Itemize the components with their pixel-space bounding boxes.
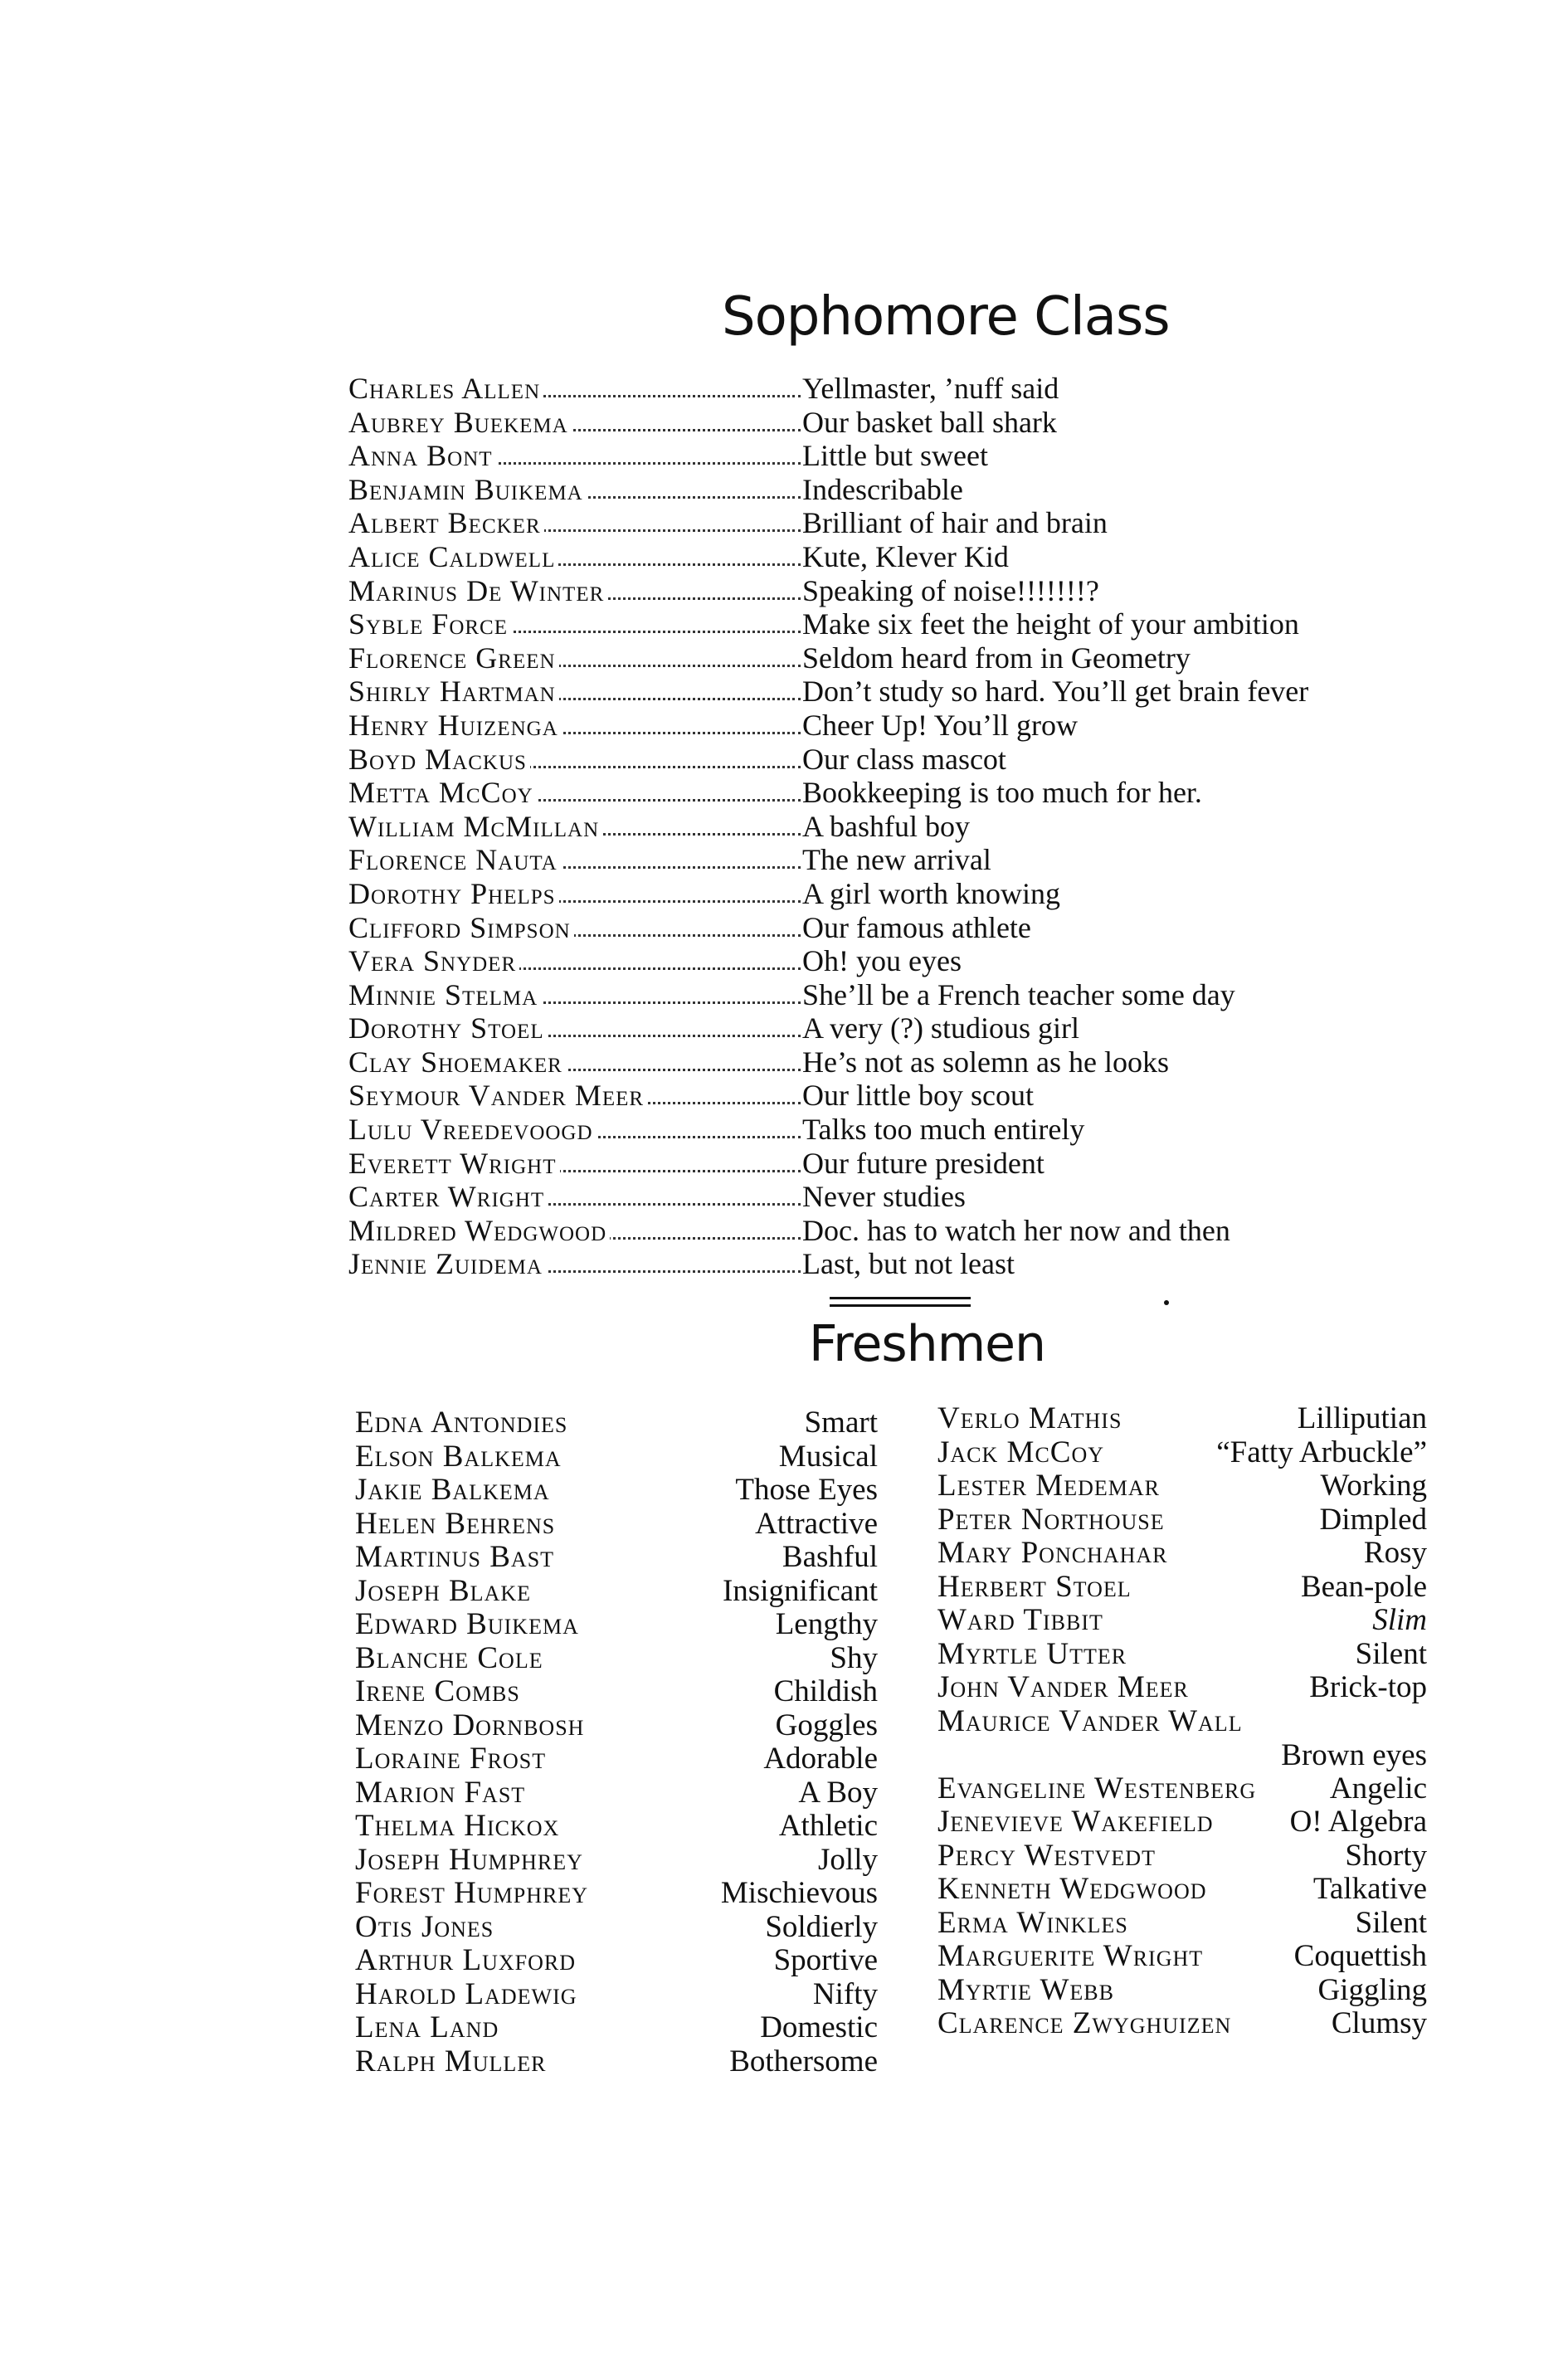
freshman-row xyxy=(355,1474,878,1508)
student-description: Talks too much entirely xyxy=(802,1113,1085,1147)
student-description: Speaking of noise!!!!!!!? xyxy=(802,573,1099,607)
ornament-dot xyxy=(1164,1300,1169,1305)
student-trait: Bothersome xyxy=(729,2044,878,2078)
sophomore-row xyxy=(348,439,1452,473)
sophomore-row xyxy=(348,1045,1452,1079)
student-description: Brilliant of hair and brain xyxy=(802,506,1108,540)
sophomore-row xyxy=(348,1214,1452,1248)
student-trait: Athletic xyxy=(778,1809,878,1843)
student-trait: Working xyxy=(1320,1469,1427,1503)
student-trait: Dimpled xyxy=(1319,1502,1427,1537)
student-name: Clarence Zwyghuizen xyxy=(937,2006,1232,2040)
student-trait: Soldierly xyxy=(765,1909,878,1944)
student-name: Thelma Hickox xyxy=(355,1809,560,1843)
sophomore-row xyxy=(348,406,1452,440)
student-trait: Talkative xyxy=(1312,1872,1427,1906)
student-name: Mary Ponchahar xyxy=(937,1536,1168,1570)
student-name: Herbert Stoel xyxy=(937,1569,1132,1604)
student-trait: Slim xyxy=(1372,1603,1427,1637)
sophomore-row xyxy=(348,843,1452,877)
sophomore-row xyxy=(348,1079,1452,1113)
sophomore-row xyxy=(348,709,1452,743)
student-description: Last, but not least xyxy=(802,1247,1015,1281)
student-name: Arthur Luxford xyxy=(355,1943,577,1977)
student-description: Doc. has to watch her now and then xyxy=(802,1213,1230,1247)
freshman-row xyxy=(355,1406,878,1440)
student-name: Florence Green xyxy=(348,641,801,675)
student-name: Syble Force xyxy=(348,607,801,641)
student-name: Joseph Blake xyxy=(355,1573,531,1608)
freshman-row xyxy=(937,1940,1427,1974)
student-description: The new arrival xyxy=(802,843,991,877)
sophomore-row xyxy=(348,506,1452,540)
student-trait: Bashful xyxy=(782,1540,878,1574)
student-description: Never studies xyxy=(802,1180,966,1214)
sophomore-row xyxy=(348,877,1452,911)
student-name: Maurice Vander Wall xyxy=(937,1703,1243,1738)
sophomore-roster xyxy=(348,372,1452,1281)
freshman-row xyxy=(355,1440,878,1474)
student-name: Seymour Vander Meer xyxy=(348,1079,801,1112)
sophomore-class-heading: Sophomore Class xyxy=(722,286,1170,348)
student-trait: Goggles xyxy=(775,1708,878,1742)
student-name: Jakie Balkema xyxy=(355,1473,550,1507)
student-description: Little but sweet xyxy=(802,439,988,473)
student-trait: Brick-top xyxy=(1309,1670,1427,1704)
student-name: Carter Wright xyxy=(348,1180,801,1213)
freshmen-right-column xyxy=(937,1402,1427,2041)
student-name: Loraine Frost xyxy=(355,1742,547,1776)
freshmen-left-column xyxy=(355,1406,878,2078)
freshman-row xyxy=(937,1705,1427,1772)
student-name: Joseph Humphrey xyxy=(355,1842,583,1877)
sophomore-row xyxy=(348,911,1452,945)
student-name: Peter Northouse xyxy=(937,1502,1165,1537)
student-name: Elson Balkema xyxy=(355,1439,562,1474)
student-name: Marinus De Winter xyxy=(348,574,801,607)
freshman-row xyxy=(937,1839,1427,1874)
student-description: He’s not as solemn as he looks xyxy=(802,1045,1169,1079)
student-trait: Shorty xyxy=(1345,1838,1427,1873)
student-name: Marion Fast xyxy=(355,1775,526,1810)
sophomore-row xyxy=(348,743,1452,777)
freshman-row xyxy=(355,1877,878,1911)
freshman-row xyxy=(937,1974,1427,2008)
section-divider-bottom xyxy=(830,1304,971,1307)
sophomore-row xyxy=(348,1247,1452,1281)
sophomore-row xyxy=(348,944,1452,978)
freshman-row xyxy=(355,1978,878,2012)
student-description: Our class mascot xyxy=(802,742,1006,776)
student-trait: Coquettish xyxy=(1293,1939,1427,1973)
student-name: Jennie Zuidema xyxy=(348,1247,801,1280)
student-description: Cheer Up! You’ll grow xyxy=(802,708,1078,742)
freshman-row xyxy=(355,1642,878,1676)
student-name: Erma Winkles xyxy=(937,1905,1128,1940)
sophomore-row xyxy=(348,810,1452,844)
student-description: Our famous athlete xyxy=(802,910,1031,944)
student-trait: Sportive xyxy=(773,1943,878,1977)
student-name: Irene Combs xyxy=(355,1674,520,1708)
student-description: Don’t study so hard. You’ll get brain fever xyxy=(802,675,1309,709)
student-name: Aubrey Buekema xyxy=(348,406,801,439)
student-name: Florence Nauta xyxy=(348,843,801,876)
student-name: Charles Allen xyxy=(348,372,801,405)
freshman-row xyxy=(355,1810,878,1844)
student-name: Clay Shoemaker xyxy=(348,1045,801,1079)
student-name: Edward Buikema xyxy=(355,1607,579,1641)
student-name: Lulu Vreedevoogd xyxy=(348,1113,801,1146)
student-description: Bookkeeping is too much for her. xyxy=(802,776,1202,810)
student-description: A girl worth knowing xyxy=(802,876,1060,910)
student-trait: “Fatty Arbuckle” xyxy=(1216,1435,1427,1469)
freshman-row xyxy=(355,2045,878,2079)
freshman-row xyxy=(937,1537,1427,1571)
student-trait: Insignificant xyxy=(722,1573,878,1608)
freshman-row xyxy=(355,1742,878,1776)
sophomore-row xyxy=(348,473,1452,507)
freshman-row xyxy=(937,1671,1427,1705)
student-name: Minnie Stelma xyxy=(348,978,801,1011)
student-description: Make six feet the height of your ambition xyxy=(802,607,1299,641)
sophomore-row xyxy=(348,641,1452,675)
student-name: Dorothy Stoel xyxy=(348,1011,801,1045)
student-description: A bashful boy xyxy=(802,809,970,843)
student-name: Evangeline Westenberg xyxy=(937,1771,1257,1805)
sophomore-row xyxy=(348,1180,1452,1214)
student-description: Our future president xyxy=(802,1146,1045,1180)
student-name: Vera Snyder xyxy=(348,944,801,977)
sophomore-row xyxy=(348,776,1452,810)
student-name: Kenneth Wedgwood xyxy=(937,1872,1207,1906)
student-trait: Childish xyxy=(773,1674,878,1708)
freshman-row xyxy=(937,1638,1427,1672)
student-name: Dorothy Phelps xyxy=(348,877,801,910)
student-name: Helen Behrens xyxy=(355,1506,556,1541)
student-trait: Brown eyes xyxy=(1281,1737,1427,1772)
student-trait: Domestic xyxy=(760,2010,878,2044)
student-trait: Nifty xyxy=(812,1976,878,2011)
sophomore-row xyxy=(348,1147,1452,1181)
sophomore-row xyxy=(348,1011,1452,1045)
student-trait: O! Algebra xyxy=(1289,1805,1427,1839)
student-trait: Shy xyxy=(830,1640,878,1675)
student-name: Everett Wright xyxy=(348,1147,801,1180)
student-name: Boyd Mackus xyxy=(348,743,801,776)
student-description: Our little boy scout xyxy=(802,1079,1034,1113)
freshman-row xyxy=(937,1571,1427,1605)
sophomore-row xyxy=(348,574,1452,608)
sophomore-row xyxy=(348,675,1452,709)
student-description: She’ll be a French teacher some day xyxy=(802,977,1235,1011)
student-name: Martinus Bast xyxy=(355,1540,555,1574)
student-description: Yellmaster, ’nuff said xyxy=(802,372,1059,405)
student-name: Otis Jones xyxy=(355,1909,494,1944)
student-name: Ralph Muller xyxy=(355,2044,547,2078)
student-name: Percy Westvedt xyxy=(937,1838,1156,1873)
student-trait: Attractive xyxy=(755,1506,878,1541)
student-name: Myrtie Webb xyxy=(937,1972,1114,2007)
student-name: Forest Humphrey xyxy=(355,1876,589,1910)
student-trait: Jolly xyxy=(818,1842,878,1877)
sophomore-row xyxy=(348,540,1452,574)
sophomore-row xyxy=(348,1113,1452,1147)
student-trait: A Boy xyxy=(798,1775,878,1810)
freshmen-heading: Freshmen xyxy=(809,1315,1046,1373)
freshman-row xyxy=(355,1844,878,1878)
freshman-row xyxy=(937,1604,1427,1638)
freshman-row xyxy=(355,1911,878,1945)
section-divider-top xyxy=(830,1297,971,1299)
sophomore-row xyxy=(348,978,1452,1012)
freshman-row xyxy=(355,1675,878,1709)
student-name: Jenevieve Wakefield xyxy=(937,1805,1214,1839)
student-name: Harold Ladewig xyxy=(355,1976,577,2011)
freshman-row xyxy=(937,1503,1427,1537)
student-name: Shirly Hartman xyxy=(348,675,801,708)
student-name: John Vander Meer xyxy=(937,1670,1189,1704)
freshman-row xyxy=(355,1776,878,1810)
student-trait: Rosy xyxy=(1363,1536,1427,1570)
student-trait: Silent xyxy=(1355,1636,1427,1671)
student-name: Alice Caldwell xyxy=(348,540,801,573)
student-description: Kute, Klever Kid xyxy=(802,539,1009,573)
student-description: Oh! you eyes xyxy=(802,944,962,978)
student-description: Indescribable xyxy=(802,472,963,506)
student-name: Blanche Cole xyxy=(355,1640,543,1675)
sophomore-row xyxy=(348,372,1452,406)
student-trait: Bean-pole xyxy=(1300,1569,1427,1604)
student-name: Albert Becker xyxy=(348,506,801,539)
student-name: Marguerite Wright xyxy=(937,1939,1204,1973)
freshman-row xyxy=(355,1709,878,1743)
freshman-row xyxy=(937,1469,1427,1503)
sophomore-row xyxy=(348,607,1452,641)
student-name: Lena Land xyxy=(355,2010,499,2044)
freshman-row xyxy=(937,1772,1427,1806)
student-name: Myrtle Utter xyxy=(937,1636,1127,1671)
freshman-row xyxy=(355,1508,878,1542)
student-name: Menzo Dornbosh xyxy=(355,1708,585,1742)
student-trait: Angelic xyxy=(1329,1771,1427,1805)
freshman-row xyxy=(355,1608,878,1642)
student-trait: Clumsy xyxy=(1331,2006,1427,2040)
student-name: Verlo Mathis xyxy=(937,1401,1122,1435)
freshman-row xyxy=(355,1575,878,1609)
student-name: Mildred Wedgwood xyxy=(348,1214,801,1247)
student-name: Clifford Simpson xyxy=(348,911,801,944)
student-trait: Silent xyxy=(1355,1905,1427,1940)
student-name: William McMillan xyxy=(348,810,801,843)
freshman-row xyxy=(355,1944,878,1978)
student-description: Our basket ball shark xyxy=(802,405,1057,439)
student-trait: Adorable xyxy=(763,1742,878,1776)
student-name: Edna Antondies xyxy=(355,1406,568,1440)
student-description: A very (?) studious girl xyxy=(802,1011,1079,1045)
freshman-row xyxy=(355,2011,878,2045)
freshman-row xyxy=(937,1873,1427,1907)
freshman-row xyxy=(937,2007,1427,2041)
freshman-row xyxy=(937,1907,1427,1941)
student-name: Ward Tibbit xyxy=(937,1603,1103,1637)
freshman-row xyxy=(355,1541,878,1575)
student-trait: Mischievous xyxy=(720,1876,878,1910)
student-trait: Smart xyxy=(804,1406,878,1440)
student-name: Anna Bont xyxy=(348,439,801,472)
student-trait: Those Eyes xyxy=(735,1473,878,1507)
student-trait: Giggling xyxy=(1317,1972,1427,2007)
student-name: Henry Huizenga xyxy=(348,709,801,742)
student-name: Jack McCoy xyxy=(937,1435,1105,1469)
student-trait: Lengthy xyxy=(775,1607,878,1641)
student-name: Lester Medemar xyxy=(937,1469,1160,1503)
student-name: Benjamin Buikema xyxy=(348,473,801,506)
student-name: Metta McCoy xyxy=(348,776,801,809)
student-description: Seldom heard from in Geometry xyxy=(802,641,1191,675)
freshman-row xyxy=(937,1805,1427,1839)
student-trait: Lilliputian xyxy=(1297,1401,1427,1435)
freshman-row xyxy=(937,1402,1427,1436)
student-trait: Musical xyxy=(778,1439,878,1474)
freshman-row xyxy=(937,1436,1427,1470)
